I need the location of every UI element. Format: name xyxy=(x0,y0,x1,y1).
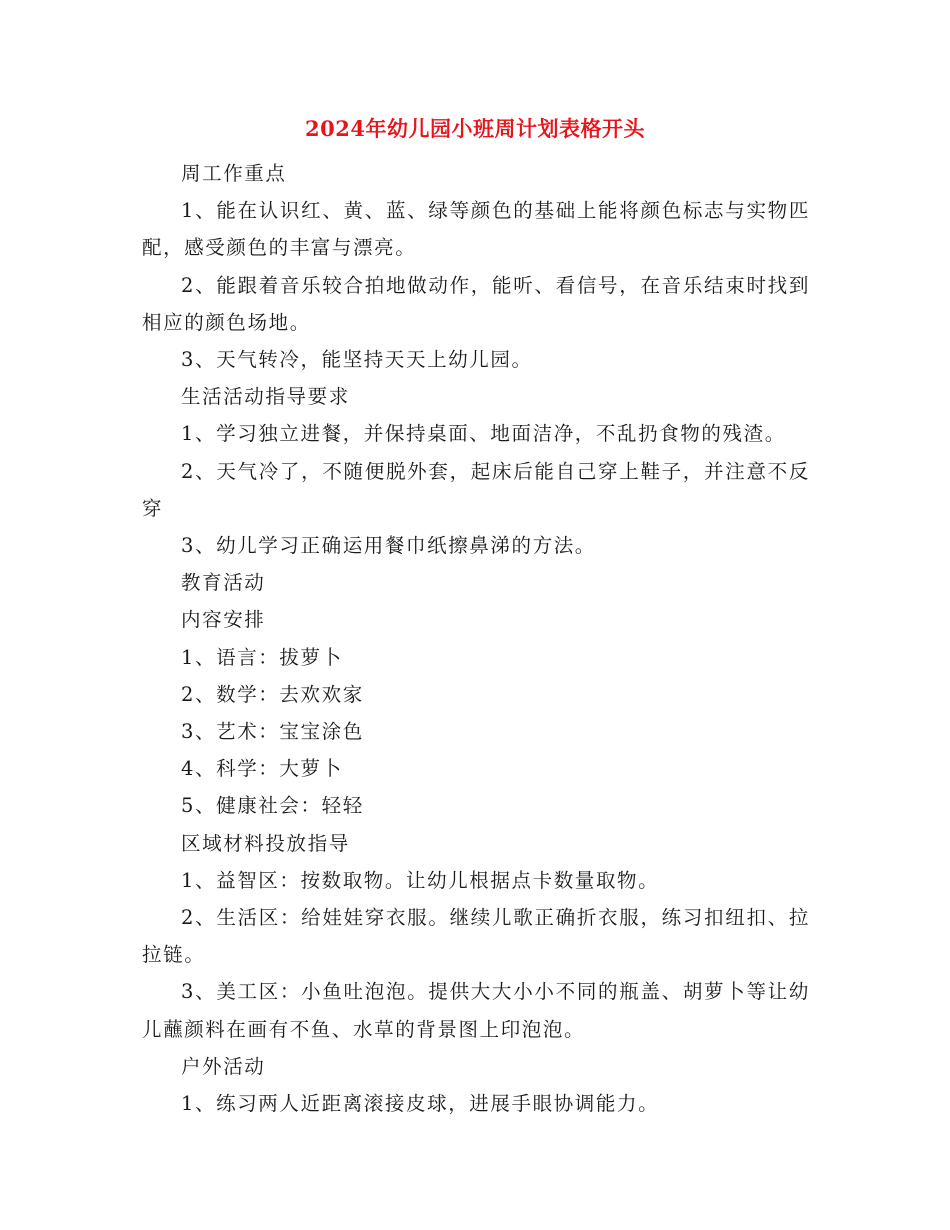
section-heading-education: 教育活动 xyxy=(181,571,266,595)
paragraph: 2、能跟着音乐较合拍地做动作，能听、看信号，在音乐结束时找到相应的颜色场地。 xyxy=(142,273,810,334)
paragraph: 1、语言：拔萝卜 xyxy=(181,645,343,669)
section-heading-weekly-focus: 周工作重点 xyxy=(181,162,287,185)
document-title: 2024年幼儿园小班周计划表格开头 xyxy=(305,116,645,141)
paragraph: 3、艺术：宝宝涂色 xyxy=(181,720,364,744)
paragraph: 2、生活区：给娃娃穿衣服。继续儿歌正确折衣服，练习扣纽扣、拉拉链。 xyxy=(142,906,810,967)
paragraph: 5、健康社会：轻轻 xyxy=(181,794,364,818)
section-heading-content: 内容安排 xyxy=(181,608,266,632)
paragraph: 1、练习两人近距离滚接皮球，进展手眼协调能力。 xyxy=(181,1092,660,1116)
paragraph: 3、幼儿学习正确运用餐巾纸擦鼻涕的方法。 xyxy=(181,534,596,558)
paragraph: 2、数学：去欢欢家 xyxy=(181,682,364,706)
paragraph: 3、天气转冷，能坚持天天上幼儿园。 xyxy=(181,348,533,372)
paragraph: 4、科学：大萝卜 xyxy=(181,757,343,781)
document-body xyxy=(142,155,810,1122)
paragraph: 2、天气冷了，不随便脱外套，起床后能自己穿上鞋子，并注意不反穿 xyxy=(142,459,810,520)
paragraph: 3、美工区：小鱼吐泡泡。提供大大小小不同的瓶盖、胡萝卜等让幼儿蘸颜料在画有不鱼、水草的背景图上印泡泡。 xyxy=(142,980,810,1041)
paragraph: 1、益智区：按数取物。让幼儿根据点卡数量取物。 xyxy=(181,868,660,892)
paragraph: 1、学习独立进餐，并保持桌面、地面洁净，不乱扔食物的残渣。 xyxy=(181,422,786,446)
paragraph: 1、能在认识红、黄、蓝、绿等颜色的基础上能将颜色标志与实物匹配，感受颜色的丰富与漂亮。 xyxy=(142,199,810,260)
section-heading-area-materials: 区域材料投放指导 xyxy=(181,831,350,855)
section-heading-outdoor: 户外活动 xyxy=(181,1054,266,1078)
section-heading-life-activity: 生活活动指导要求 xyxy=(181,385,350,409)
